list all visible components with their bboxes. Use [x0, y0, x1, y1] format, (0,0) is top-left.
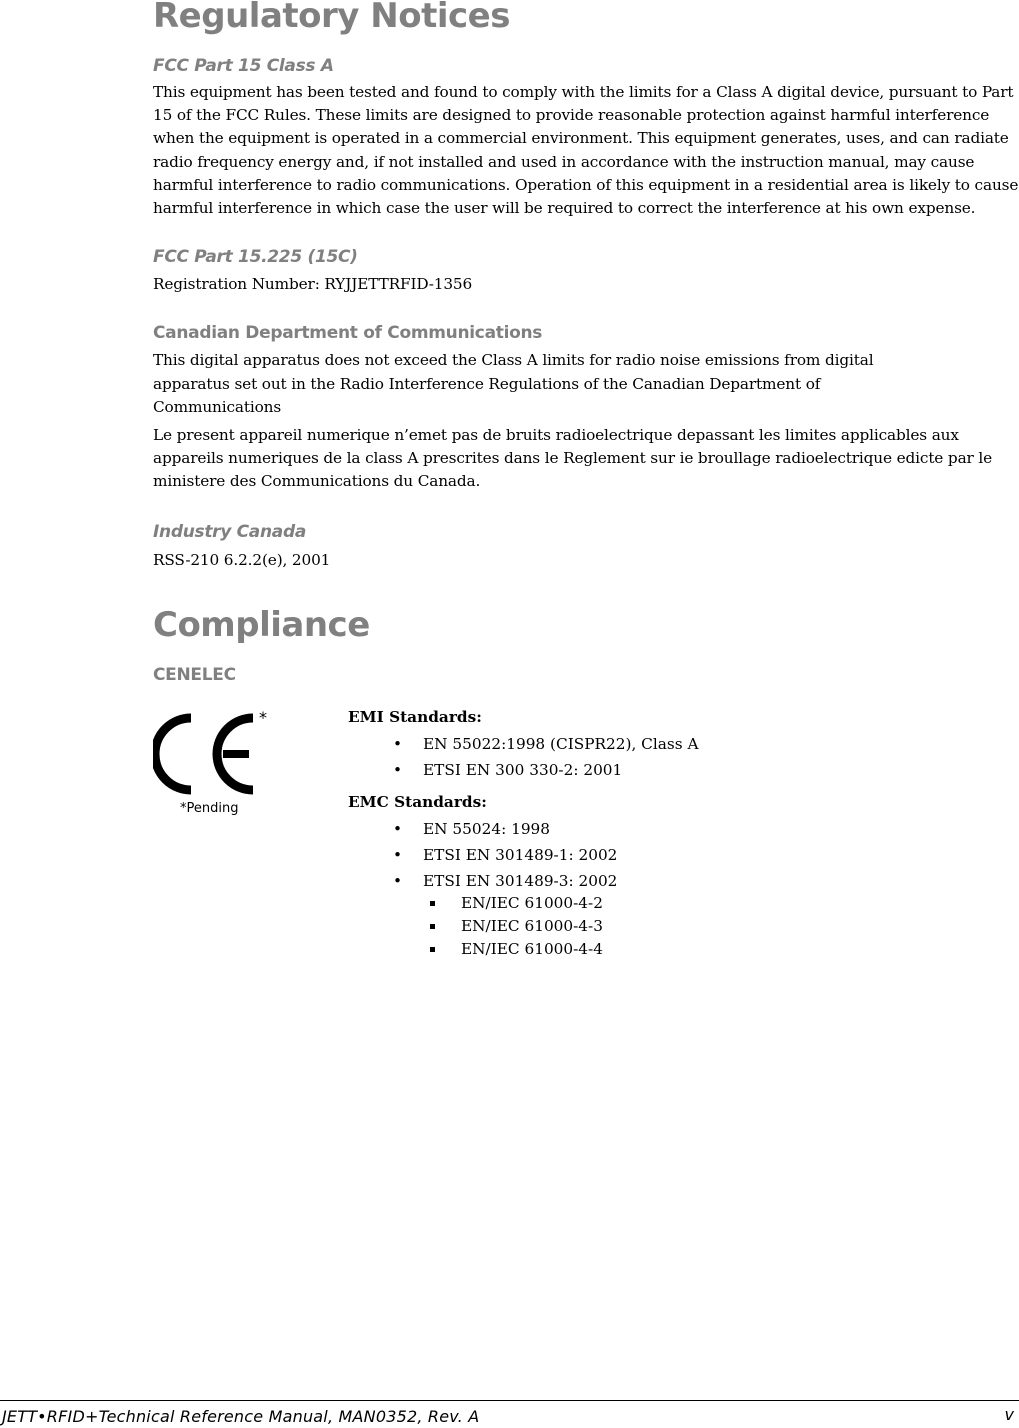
list-item: [348, 868, 848, 894]
emc-standards-heading: EMC Standards:: [348, 792, 487, 811]
ce-pending-label: *Pending: [180, 800, 239, 816]
page-content: [153, 0, 1019, 986]
square-bullet-icon: [430, 924, 435, 929]
emc-sub-item-text: EN/IEC 61000-4-4: [461, 939, 603, 958]
list-item: [348, 842, 848, 868]
emc-sub-item-text: EN/IEC 61000-4-2: [461, 893, 603, 912]
list-item: [348, 757, 848, 783]
fcc-part15-class-a-text: This equipment has been tested and found to comply with the limits for a Class A digital device, pursuant to Part 15 of the FCC Rules. These limits are designed to provide reasonable protection against harmful interference when the equipment is operated in a commercial environment. This equipment generates, uses, and can radiate radio frequency energy and, if not installed and used in accordance with the instruction manual, may cause harmful interference to radio communications. Operation of this equipment in a residential area is likely to cause harmful interference in which case the user will be required to correct the interference at his own expense.: [153, 83, 1019, 218]
bullet-icon: •: [393, 819, 403, 838]
list-item: [348, 915, 848, 938]
emc-sub-list: [348, 892, 848, 961]
regulatory-notices-title: Regulatory Notices: [153, 0, 510, 36]
compliance-title: Compliance: [153, 604, 370, 645]
emi-standards-list: [348, 731, 848, 783]
bullet-icon: •: [393, 845, 403, 864]
fcc-registration-number: Registration Number: RYJJETTRFID-1356: [153, 275, 473, 294]
ce-mark-icon: [153, 708, 273, 798]
list-item: [348, 938, 848, 961]
fcc-part15225-heading: FCC Part 15.225 (15C): [153, 247, 358, 268]
emi-item-text: ETSI EN 300 330-2: 2001: [423, 760, 623, 779]
page-footer: [0, 1400, 1019, 1426]
emc-item-text: EN 55024: 1998: [423, 819, 551, 838]
emc-standards-list: [348, 816, 848, 894]
emi-standards-heading: EMI Standards:: [348, 707, 482, 726]
industry-canada-heading: Industry Canada: [153, 521, 306, 542]
emi-item-text: EN 55022:1998 (CISPR22), Class A: [423, 734, 699, 753]
fcc-part15-class-a-heading: FCC Part 15 Class A: [153, 56, 334, 76]
list-item: [348, 816, 848, 842]
square-bullet-icon: [430, 901, 435, 906]
standards-list: [348, 706, 848, 961]
bullet-icon: •: [393, 734, 403, 753]
canadian-doc-text-fr: Le present appareil numerique n’emet pas de bruits radioelectrique depassant les limites applicables aux appareils numeriques de la class A prescrites dans le Reglement sur ie broullage radioelectrique edicte par le ministere des Communications du Canada.: [153, 426, 993, 491]
cenelec-heading: CENELEC: [153, 664, 236, 685]
canadian-doc-text-en: This digital apparatus does not exceed the Class A limits for radio noise emissions from digital apparatus set out in the Radio Interference Regulations of the Canadian Department of Communications: [153, 351, 874, 416]
ce-pending-asterisk: *: [259, 707, 267, 727]
industry-canada-text: RSS-210 6.2.2(e), 2001: [153, 550, 331, 569]
bullet-icon: •: [393, 871, 403, 890]
emc-sub-item-text: EN/IEC 61000-4-3: [461, 916, 603, 935]
emc-item-text: ETSI EN 301489-1: 2002: [423, 845, 618, 864]
list-item: [348, 731, 848, 757]
emc-item-text: ETSI EN 301489-3: 2002: [423, 871, 618, 890]
cenelec-section: [153, 686, 1019, 986]
bullet-icon: •: [393, 760, 403, 779]
canadian-doc-heading: Canadian Department of Communications: [153, 323, 543, 344]
footer-manual-title: JETT•RFID+Technical Reference Manual, MAN0352, Rev. A: [2, 1407, 480, 1426]
square-bullet-icon: [430, 947, 435, 952]
footer-page-number: v: [1004, 1405, 1014, 1424]
list-item: [348, 892, 848, 915]
